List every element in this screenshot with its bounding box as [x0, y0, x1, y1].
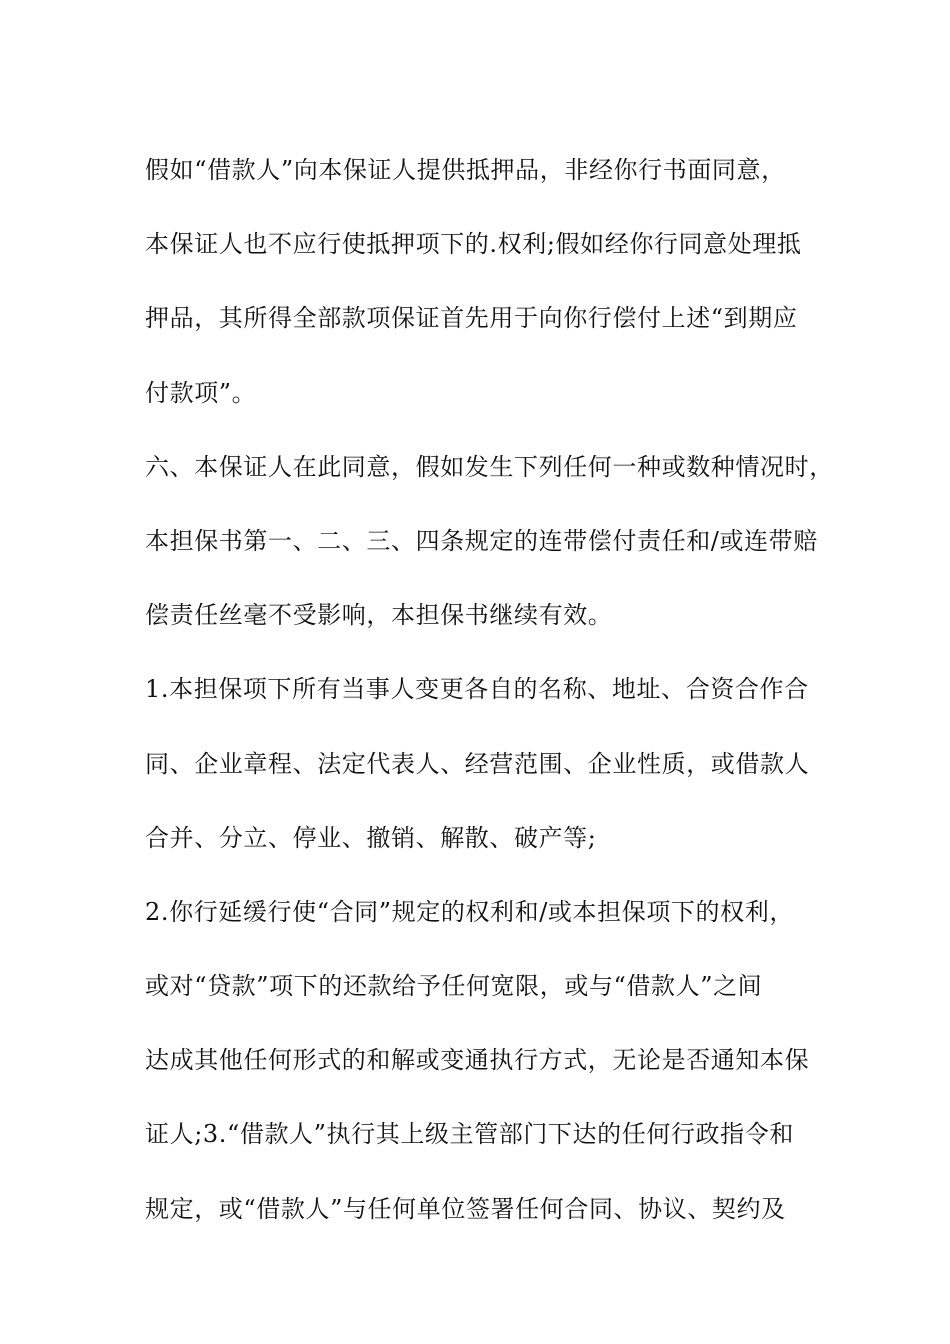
text-line: 偿责任丝毫不受影响，本担保书继续有效。 [145, 601, 613, 630]
text-line: 达成其他任何形式的和解或变通执行方式，无论是否通知本保 [145, 1046, 810, 1075]
text-line: 假如“借款人”向本保证人提供抵押品，非经你行书面同意， [145, 156, 786, 184]
text-line: 2.你行延缓行使“合同”规定的权利和/或本担保项下的权利， [145, 897, 794, 926]
text-line: 或对“贷款”项下的还款给予任何宽限，或与“借款人”之间 [145, 972, 763, 1001]
text-line: 证人;3.“借款人”执行其上级主管部门下达的任何行政指令和 [145, 1120, 794, 1149]
text-line: 合并、分立、停业、撤销、解散、破产等; [145, 823, 597, 852]
text-line: 本保证人也不应行使抵押项下的.权利;假如经你行同意处理抵 [145, 230, 802, 259]
text-line: 本担保书第一、二、三、四条规定的连带偿付责任和/或连带赔 [145, 526, 818, 555]
text-line: 付款项”。 [145, 378, 257, 407]
document-body [145, 133, 834, 1246]
text-line: 押品，其所得全部款项保证首先用于向你行偿付上述“到期应 [145, 304, 798, 333]
text-line: 同、企业章程、法定代表人、经营范围、企业性质，或借款人 [145, 749, 810, 778]
text-line: 六、本保证人在此同意，假如发生下列任何一种或数种情况时， [145, 452, 834, 481]
text-line: 1.本担保项下所有当事人变更各自的名称、地址、合资合作合 [145, 675, 809, 704]
text-line: 规定，或“借款人”与任何单位签署任何合同、协议、契约及 [145, 1194, 786, 1223]
